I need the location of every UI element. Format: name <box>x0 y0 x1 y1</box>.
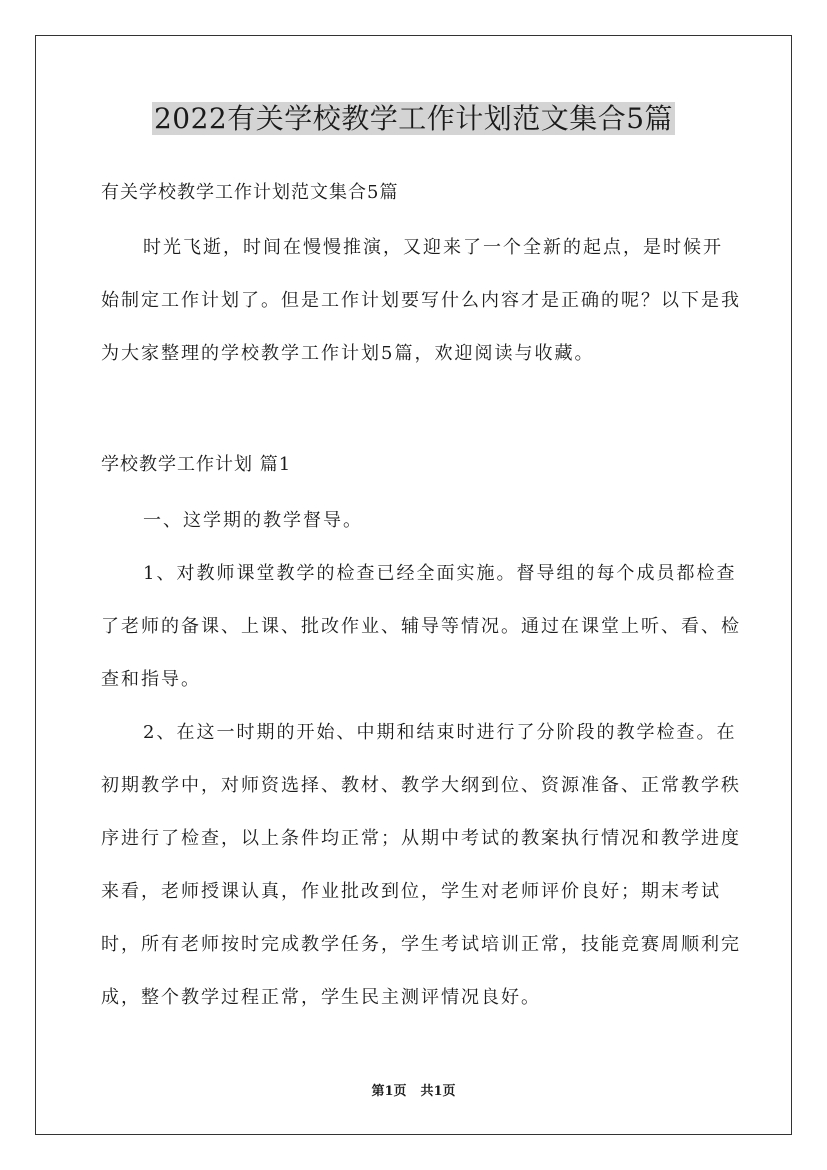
intro-block <box>101 221 741 380</box>
page-footer <box>0 1083 827 1101</box>
section-heading: 学校教学工作计划 篇1 <box>101 454 292 475</box>
paragraph-1: 一、这学期的教学督导。 <box>143 510 363 531</box>
body-block <box>101 494 741 1024</box>
page-number: 第1页 <box>371 1084 407 1099</box>
document-title-text: 2022有关学校教学工作计划范文集合5篇 <box>153 102 674 135</box>
paragraph-2: 1、对教师课堂教学的检查已经全面实施。督导组的每个成员都检查了老师的备课、上课、批改作业、辅导等情况。通过在课堂上听、看、检查和指导。 <box>101 563 741 690</box>
intro-paragraph: 时光飞逝，时间在慢慢推演，又迎来了一个全新的起点，是时候开始制定工作计划了。但是工作计划要写什么内容才是正确的呢？以下是我为大家整理的学校教学工作计划5篇，欢迎阅读与收藏。 <box>101 237 741 364</box>
page-total: 共1页 <box>420 1084 456 1099</box>
document-subtitle: 有关学校教学工作计划范文集合5篇 <box>101 182 399 203</box>
paragraph-3: 2、在这一时期的开始、中期和结束时进行了分阶段的教学检查。在初期教学中，对师资选择、教材、教学大纲到位、资源准备、正常教学秩序进行了检查，以上条件均正常；从期中考试的教案执行情况和教学进度来看，老师授课认真，作业批改到位，学生对老师评价良好；期末考试时，所有老师按时完成教学任务，学生考试培训正常，技能竞赛周顺利完成，整个教学过程正常，学生民主测评情况良好。 <box>101 722 741 1008</box>
document-title <box>0 97 827 141</box>
